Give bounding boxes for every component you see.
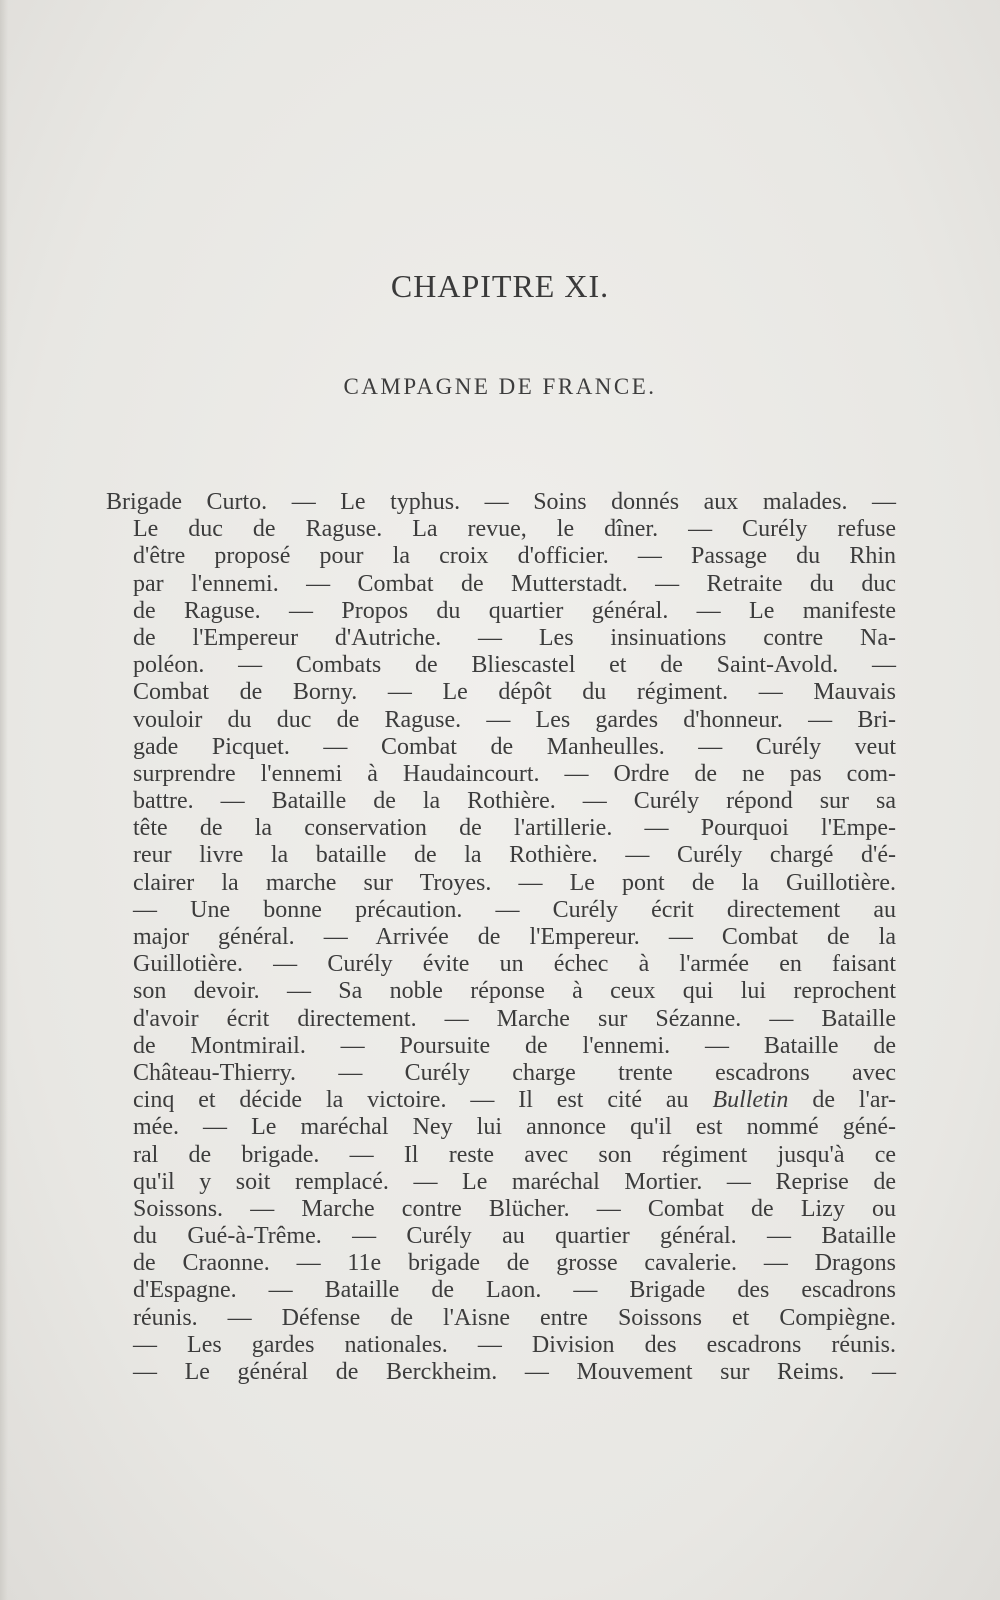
summary-line-text: cinq et décide la victoire. — Il est cité au	[133, 1087, 689, 1114]
summary-line: son devoir. — Sa noble réponse à ceux qui lui reprochent	[133, 978, 896, 1005]
summary-line: ral de brigade. — Il reste avec son régiment jusqu'à ce	[133, 1141, 896, 1168]
summary-line: mée. — Le maréchal Ney lui annonce qu'il est nommé géné-	[133, 1114, 896, 1141]
summary-line: reur livre la bataille de la Rothière. — Curély chargé d'é-	[133, 842, 896, 869]
summary-line-tail: de l'ar-	[812, 1087, 897, 1114]
summary-line: — Le général de Berckheim. — Mouvement sur Reims. —	[133, 1359, 896, 1385]
summary-line: de Craonne. — 11e brigade de grosse cavalerie. — Dragons	[133, 1250, 896, 1277]
summary-line: réunis. — Défense de l'Aisne entre Soissons et Compiègne.	[133, 1304, 896, 1331]
summary-line: tête de la conservation de l'artillerie. — Pourquoi l'Empe-	[133, 815, 896, 842]
summary-line: — Une bonne précaution. — Curély écrit directement au	[133, 896, 896, 923]
summary-line: de l'Empereur d'Autriche. — Les insinuations contre Na-	[133, 624, 896, 651]
summary-line: battre. — Bataille de la Rothière. — Curély répond sur sa	[133, 788, 896, 815]
summary-line: Combat de Borny. — Le dépôt du régiment. — Mauvais	[133, 679, 896, 706]
summary-line: Brigade Curto. — Le typhus. — Soins donnés aux malades. —	[106, 489, 896, 515]
summary-line: de Montmirail. — Poursuite de l'ennemi. — Bataille de	[133, 1032, 896, 1059]
summary-line: gade Picquet. — Combat de Manheulles. — Curély veut	[133, 733, 896, 760]
summary-line: vouloir du duc de Raguse. — Les gardes d'honneur. — Bri-	[133, 706, 896, 733]
summary-line: clairer la marche sur Troyes. — Le pont de la Guillotière.	[133, 869, 896, 896]
summary-line: Guillotière. — Curély évite un échec à l'armée en faisant	[133, 951, 896, 978]
chapter-subtitle: CAMPAGNE DE FRANCE.	[343, 374, 657, 399]
summary-line: major général. — Arrivée de l'Empereur. — Combat de la	[133, 924, 896, 950]
summary-line: qu'il y soit remplacé. — Le maréchal Mortier. — Reprise de	[133, 1168, 896, 1195]
binding-edge	[0, 0, 8, 1600]
summary-line: d'Espagne. — Bataille de Laon. — Brigade des escadrons	[133, 1277, 896, 1304]
bulletin-italic: Bulletin	[712, 1087, 789, 1114]
summary-line: Soissons. — Marche contre Blücher. — Combat de Lizy ou	[133, 1195, 896, 1222]
chapter-title: CHAPITRE XI.	[390, 268, 610, 304]
chapter-summary	[106, 489, 896, 1386]
summary-line: d'avoir écrit directement. — Marche sur Sézanne. — Bataille	[133, 1005, 896, 1032]
summary-line: du Gué-à-Trême. — Curély au quartier général. — Bataille	[133, 1223, 896, 1250]
summary-line: par l'ennemi. — Combat de Mutterstadt. — Retraite du duc	[133, 570, 896, 597]
summary-line: poléon. — Combats de Bliescastel et de Saint-Avold. —	[133, 652, 896, 679]
summary-line: Le duc de Raguse. La revue, le dîner. — Curély refuse	[133, 516, 896, 543]
summary-line: d'être proposé pour la croix d'officier. — Passage du Rhin	[133, 543, 896, 570]
summary-line: — Les gardes nationales. — Division des escadrons réunis.	[133, 1331, 896, 1358]
summary-line: surprendre l'ennemi à Haudaincourt. — Ordre de ne pas com-	[133, 760, 896, 787]
summary-line: de Raguse. — Propos du quartier général. — Le manifeste	[133, 597, 896, 624]
summary-line: Château-Thierry. — Curély charge trente escadrons avec	[133, 1059, 896, 1086]
summary-line-with-italic	[106, 1087, 896, 1114]
